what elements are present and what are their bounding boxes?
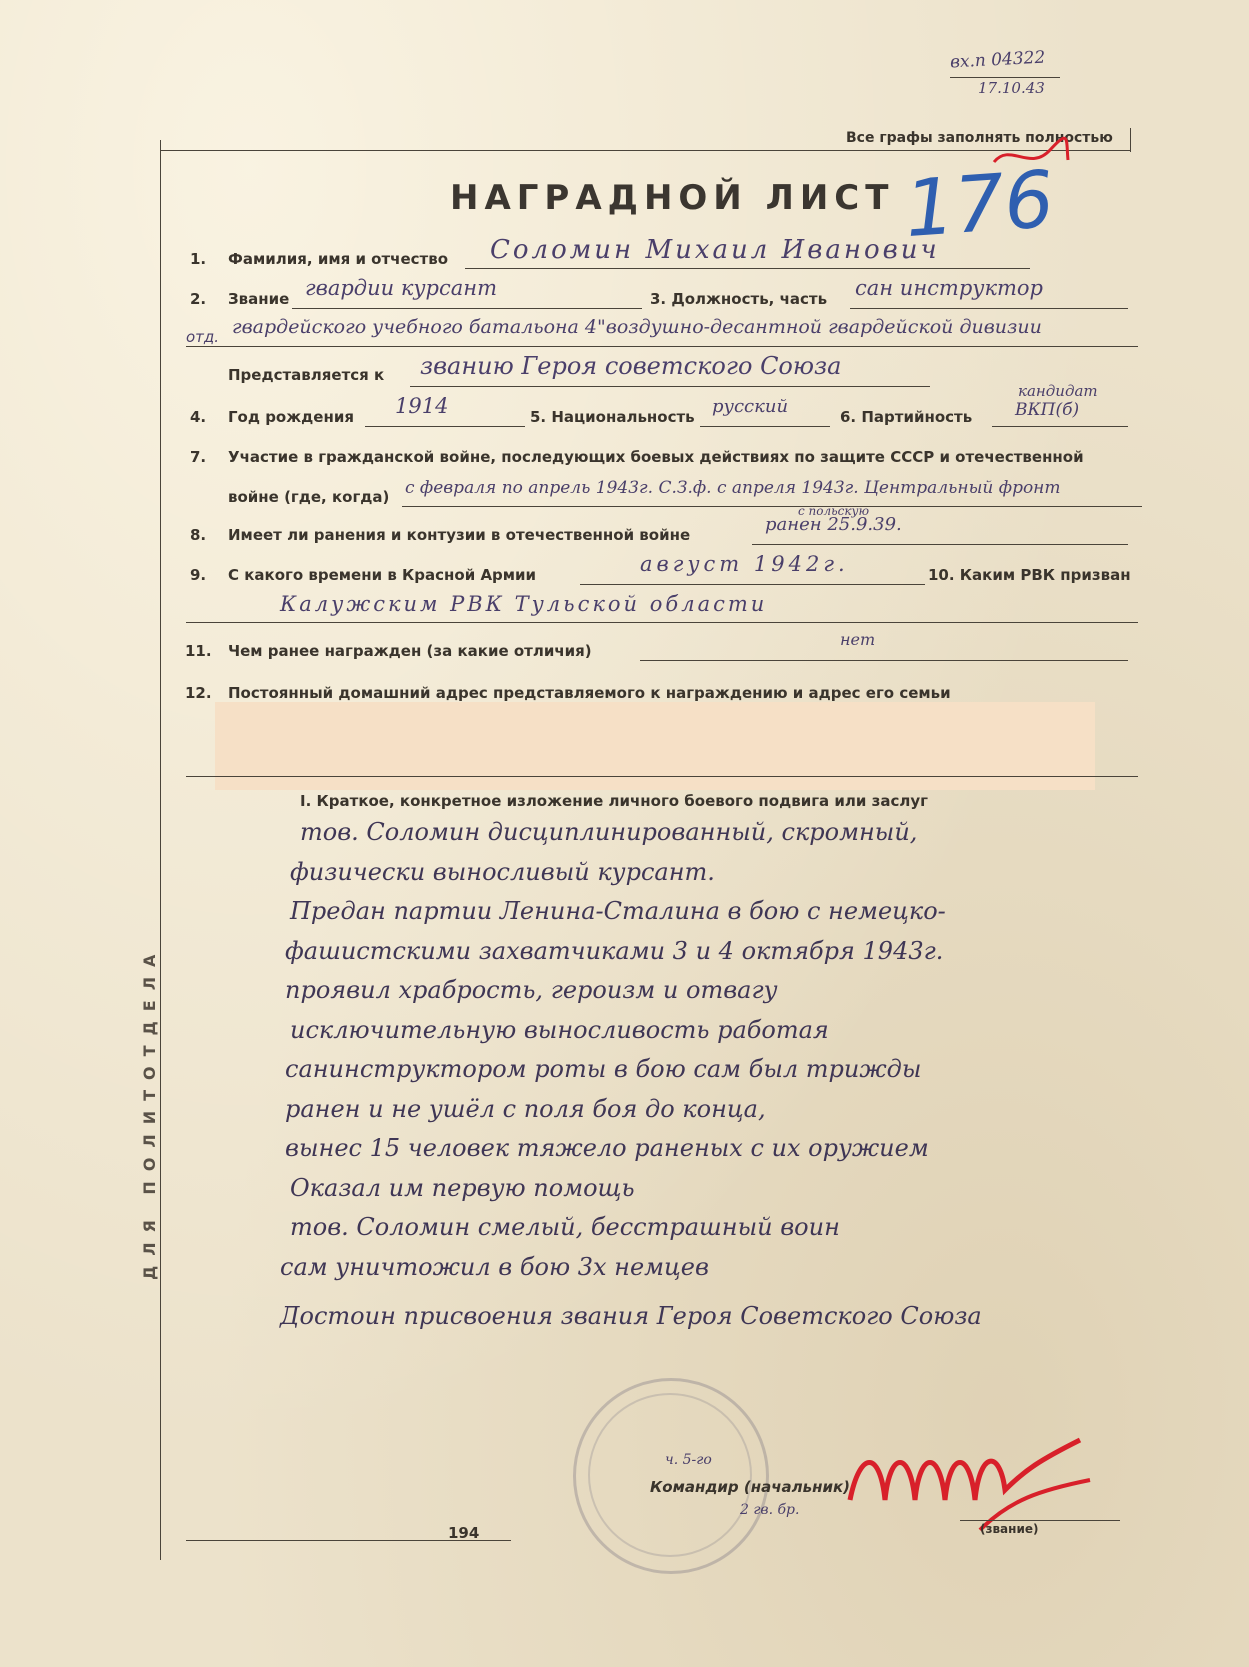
field-7-label: Участие в гражданской войне, последующих боевых действиях по защите СССР и отечественной (228, 448, 1084, 466)
field-7-number: 7. (190, 448, 207, 466)
field-8-number: 8. (190, 526, 207, 544)
field-2-number: 2. (190, 290, 207, 308)
field-12-label: Постоянный домашний адрес представляемого к награждению и адрес его семьи (228, 684, 951, 702)
narrative-line: тов. Соломин смелый, бесстрашный воин (290, 1213, 840, 1241)
header-rule (160, 150, 1130, 151)
field-6-top: кандидат (1018, 382, 1098, 400)
narrative-line: проявил храбрость, героизм и отвагу (285, 976, 778, 1004)
field-10-label: 10. Каким РВК призван (928, 566, 1131, 584)
commander-unit-2: 2 гв. бр. (740, 1502, 800, 1518)
field-4-number: 4. (190, 408, 207, 426)
field-12-line (186, 776, 1138, 777)
narrative-line: Достоин присвоения звания Героя Советского Союза (280, 1302, 982, 1330)
narrative-line: Предан партии Ленина-Сталина в бою с немецко- (290, 897, 946, 925)
field-4-value: 1914 (395, 394, 449, 418)
field-3-cont-prefix: отд. (186, 328, 220, 346)
field-9-label: С какого времени в Красной Армии (228, 566, 537, 584)
field-8-line (752, 544, 1128, 545)
narrative-line: тов. Соломин дисциплинированный, скромный, (300, 818, 918, 846)
field-7-small: с польскую (798, 504, 870, 518)
field-8-label: Имеет ли ранения и контузии в отечественной войне (228, 526, 691, 544)
field-1-label: Фамилия, имя и отчество (228, 250, 449, 268)
date-year: 194 (448, 1524, 480, 1542)
field-1-line (465, 268, 1030, 269)
field-11-value: нет (840, 630, 876, 649)
commander-signature (840, 1410, 1100, 1560)
side-text: ДЛЯ ПОЛИТОТДЕЛА (140, 944, 159, 1280)
field-11-number: 11. (185, 642, 212, 660)
field-8-value: ранен 25.9.39. (765, 514, 902, 535)
field-4-label: Год рождения (228, 408, 354, 426)
present-line (410, 386, 930, 387)
rank-label: (звание) (980, 1522, 1039, 1536)
header-right-rule (1130, 128, 1131, 152)
section-1-label: I. Краткое, конкретное изложение личного боевого подвига или заслуг (300, 792, 928, 810)
field-11-line (640, 660, 1128, 661)
field-7-value: с февраля по апрель 1943г. С.З.ф. с апреля 1943г. Центральный фронт (405, 478, 1061, 498)
field-6-value: ВКП(б) (1015, 400, 1080, 420)
present-value: званию Героя советского Союза (420, 352, 842, 380)
field-3-line (850, 308, 1128, 309)
field-5-label: 5. Национальность (530, 408, 695, 426)
field-3-cont-line (186, 346, 1138, 347)
field-10-value: Калужским РВК Тульской области (280, 592, 768, 616)
registration-underline (950, 77, 1060, 78)
narrative-line: фашистскими захватчиками 3 и 4 октября 1943г. (285, 936, 944, 965)
narrative-line: санинструктором роты в бою сам был трижды (285, 1055, 922, 1083)
field-1-value: Соломин Михаил Иванович (490, 235, 940, 265)
field-5-line (700, 426, 830, 427)
field-7-label-2: войне (где, когда) (228, 488, 390, 506)
red-check-mark (990, 132, 1070, 182)
field-2-line (292, 308, 642, 309)
field-2-value: гвардии курсант (305, 276, 498, 300)
field-4-line (365, 426, 525, 427)
document-title: НАГРАДНОЙ ЛИСТ (450, 178, 895, 218)
commander-label: Командир (начальник) (650, 1478, 851, 1496)
field-10-line (186, 622, 1138, 623)
field-3-value: сан инструктор (855, 276, 1043, 300)
field-9-number: 9. (190, 566, 207, 584)
left-margin-line (160, 140, 161, 1560)
field-3-label: 3. Должность, часть (650, 290, 828, 308)
registration-date: 17.10.43 (978, 79, 1045, 97)
field-9-line (580, 584, 925, 585)
big-number: 176 (902, 154, 1057, 256)
field-2-label: Звание (228, 290, 290, 308)
present-label: Представляется к (228, 366, 385, 384)
field-11-label: Чем ранее награжден (за какие отличия) (228, 642, 592, 660)
field-12-number: 12. (185, 684, 212, 702)
narrative-line: физически выносливый курсант. (290, 857, 715, 886)
field-3-cont-value: гвардейского учебного батальона 4"воздушно-десантной гвардейской дивизии (232, 316, 1042, 338)
narrative-line: исключительную выносливость работая (290, 1015, 829, 1044)
narrative-line: Оказал им первую помощь (290, 1173, 635, 1202)
narrative-line: сам уничтожил в бою 3х немцев (280, 1252, 709, 1281)
narrative-line: ранен и не ушёл с поля боя до конца, (285, 1094, 766, 1123)
official-stamp-inner (588, 1393, 752, 1557)
registration-number: вх.п 04322 (949, 47, 1046, 73)
field-5-value: русский (712, 396, 789, 417)
field-7-line (402, 506, 1142, 507)
field-1-number: 1. (190, 250, 207, 268)
rank-line (960, 1520, 1120, 1521)
commander-unit: ч. 5-го (665, 1452, 712, 1468)
field-6-line (992, 426, 1128, 427)
field-9-value: август 1942г. (640, 552, 849, 576)
instruction-text: Все графы заполнять полностью (846, 130, 1113, 146)
narrative-line: вынес 15 человек тяжело раненых с их оружием (285, 1134, 929, 1162)
field-6-label: 6. Партийность (840, 408, 973, 426)
